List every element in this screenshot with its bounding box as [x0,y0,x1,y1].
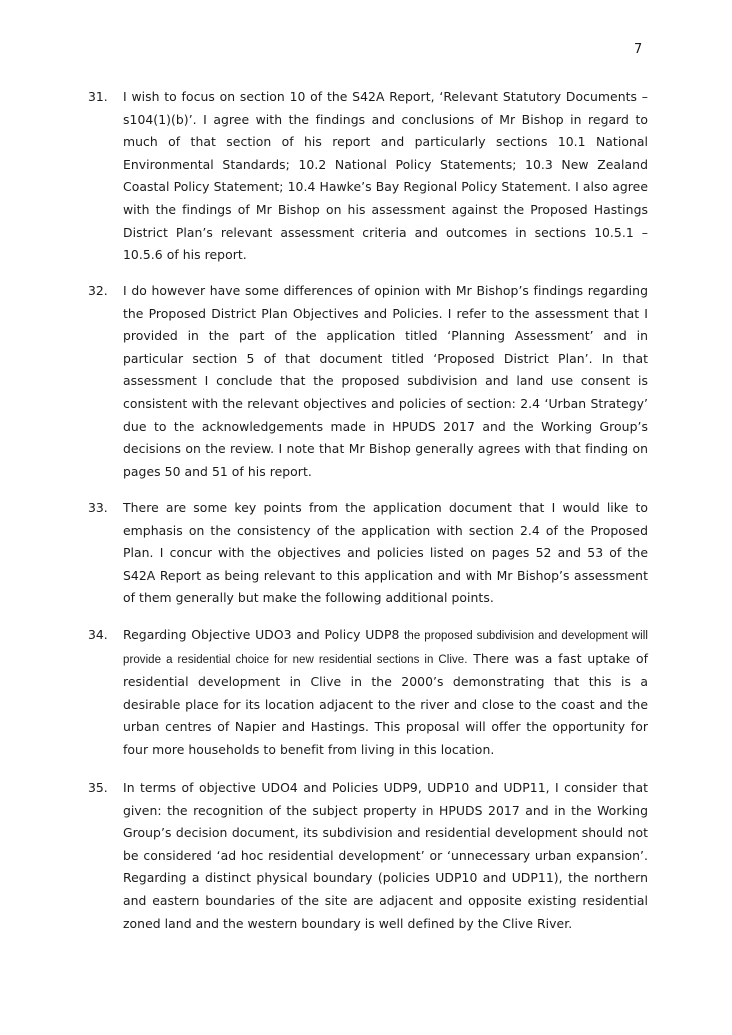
paragraph-number: 31. [88,89,108,104]
paragraph-number: 32. [88,283,108,298]
paragraph-text-lead: Regarding Objective UDO3 and Policy UDP8 [123,627,400,642]
paragraph-31 [88,86,648,267]
paragraph-text: In terms of objective UDO4 and Policies UDP9, UDP10 and UDP11, I consider that given: the recognition of the subject property in HPUDS 2017 and in the Working Group’s decision document, its subdivision and residential development should not be considered ‘ad hoc residential development’ or ‘unnecessary urban expansion’. Regarding a distinct physical boundary (policies UDP10 and UDP11), the northern and eastern boundaries of the site are adjacent and opposite existing residential zoned land and the western boundary is well defined by the Clive River. [123,780,648,931]
paragraph-text: There are some key points from the application document that I would like to emphasis on the consistency of the application with section 2.4 of the Proposed Plan. I concur with the objectives and policies listed on pages 52 and 53 of the S42A Report as being relevant to this application and with Mr Bishop’s assessment of them generally but make the following additional points. [123,500,648,606]
paragraph-number: 34. [88,627,108,642]
paragraph-number: 35. [88,780,108,795]
paragraph-35 [88,777,648,935]
paragraph-32 [88,280,648,483]
paragraph-34 [88,624,648,762]
page-number: 7 [634,42,643,57]
paragraph-text: I wish to focus on section 10 of the S42A Report, ‘Relevant Statutory Documents – s104(1)(b)’. I agree with the findings and conclusions of Mr Bishop in regard to much of that section of his report and particularly sections 10.1 National Environmental Standards; 10.2 National Policy Statements; 10.3 New Zealand Coastal Policy Statement; 10.4 Hawke’s Bay Regional Policy Statement. I also agree with the findings of Mr Bishop on his assessment against the Proposed Hastings District Plan’s relevant assessment criteria and outcomes in sections 10.5.1 – 10.5.6 of his report. [123,89,648,263]
paragraph-33 [88,497,648,610]
paragraph-text-inset: the proposed subdivision and development will provide a residential choice for new residential sections in Clive. [123,630,648,666]
paragraph-text [123,624,648,762]
paragraph-text: I do however have some differences of opinion with Mr Bishop’s findings regarding the Proposed District Plan Objectives and Policies. I refer to the assessment that I provided in the part of the application titled ‘Planning Assessment’ and in particular section 5 of that document titled ‘Proposed District Plan’. In that assessment I conclude that the proposed subdivision and land use consent is consistent with the relevant objectives and policies of section: 2.4 ‘Urban Strategy’ due to the acknowledgements made in HPUDS 2017 and the Working Group’s decisions on the review. I note that Mr Bishop generally agrees with that finding on pages 50 and 51 of his report. [123,283,648,479]
paragraph-number: 33. [88,500,108,515]
paragraph-text-rest: There was a fast uptake of residential development in Clive in the 2000’s demonstrating that this is a desirable place for its location adjacent to the river and close to the coast and the urban centres of Napier and Hastings. This proposal will offer the opportunity for four more households to benefit from living in this location. [123,650,648,757]
